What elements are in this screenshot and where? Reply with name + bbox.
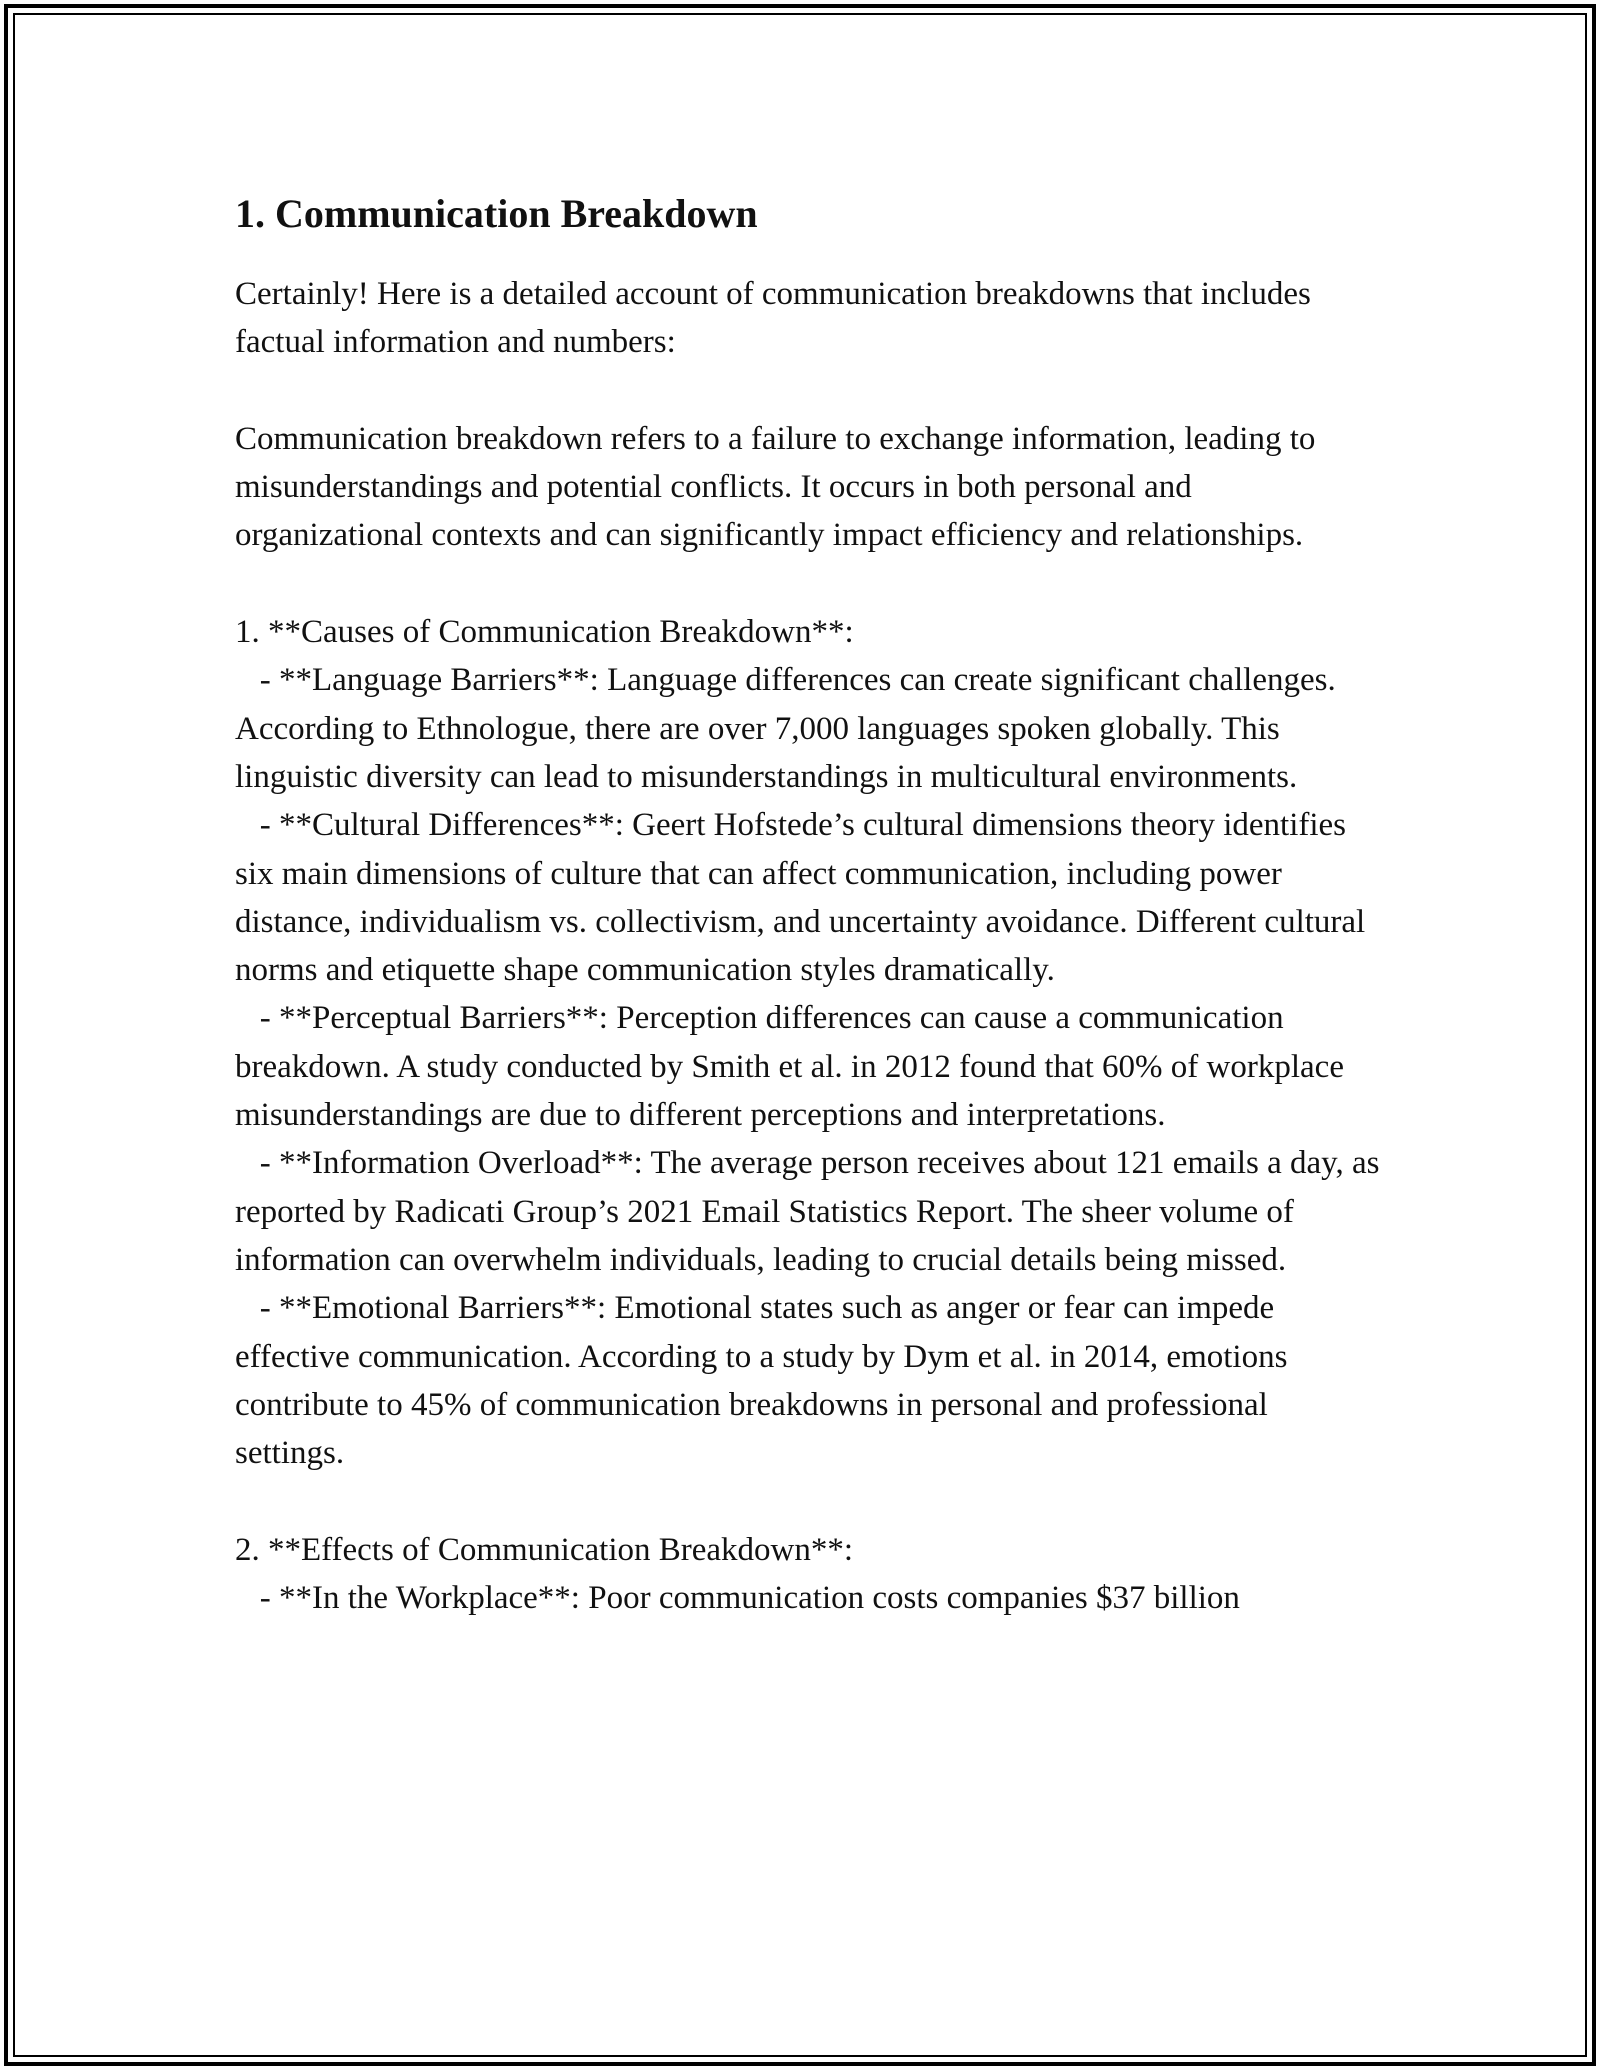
paragraph-spacer [235, 1477, 1385, 1525]
cause-label: **Perceptual Barriers**: [279, 1000, 608, 1037]
cause-cultural-differences: - **Cultural Differences**: Geert Hofstede’s cultural dimensions theory identifies six main dimensions of culture that can affect communication, including power distance, individualism vs. collectivism, and uncertainty avoidance. Different cultural norms and etiquette shape communication styles dramatically. [235, 807, 1366, 989]
cause-text: Language differences can create significant challenges. According to Ethnologue, there are over 7,000 languages spoken globally. This linguistic diversity can lead to misunderstandings in multicultural environments. [235, 662, 1336, 795]
cause-label: **Emotional Barriers**: [279, 1290, 607, 1327]
document-body [235, 186, 1385, 1622]
cause-label: **Language Barriers**: [279, 662, 599, 699]
cause-text: Perception differences can cause a communication breakdown. A study conducted by Smith et al. in 2012 found that 60% of workplace misunderstandings are due to different perceptions and interpretations. [235, 1000, 1344, 1134]
effect-label: **In the Workplace**: [279, 1580, 580, 1617]
paragraph-spacer [235, 367, 1385, 415]
effects-heading: 2. **Effects of Communication Breakdown**: [235, 1531, 854, 1568]
cause-perceptual-barriers: - **Perceptual Barriers**: Perception differences can cause a communication breakdown. A study conducted by Smith et al. in 2012 found that 60% of workplace misunderstandings are due to different perceptions and interpretations. [235, 1000, 1344, 1134]
definition-paragraph: Communication breakdown refers to a failure to exchange information, leading to misunderstandings and potential conflicts. It occurs in both personal and organizational contexts and can significantly impact efficiency and relationships. [235, 420, 1316, 554]
cause-label: **Information Overload**: [279, 1145, 643, 1182]
cause-emotional-barriers: - **Emotional Barriers**: Emotional states such as anger or fear can impede effective communication. According to a study by Dym et al. in 2014, emotions contribute to 45% of communication breakdowns in personal and professional settings. [235, 1290, 1288, 1472]
cause-text: The average person receives about 121 emails a day, as reported by Radicati Group’s 2021 Email Statistics Report. The sheer volume of information can overwhelm individuals, leading to crucial details being missed. [235, 1145, 1380, 1278]
cause-label: **Cultural Differences**: [279, 807, 624, 844]
effect-text: Poor communication costs companies $37 billion [579, 1580, 1240, 1617]
cause-language-barriers: - **Language Barriers**: Language differences can create significant challenges. According to Ethnologue, there are over 7,000 languages spoken globally. This linguistic diversity can lead to misunderstandings in multicultural environments. [235, 662, 1336, 795]
cause-information-overload: - **Information Overload**: The average person receives about 121 emails a day, as reported by Radicati Group’s 2021 Email Statistics Report. The sheer volume of information can overwhelm individuals, leading to crucial details being missed. [235, 1145, 1380, 1278]
effect-workplace: - **In the Workplace**: Poor communication costs companies $37 billion [235, 1580, 1240, 1617]
causes-heading: 1. **Causes of Communication Breakdown**: [235, 614, 854, 651]
intro-paragraph: Certainly! Here is a detailed account of communication breakdowns that includes factual information and numbers: [235, 276, 1311, 361]
document-title: 1. Communication Breakdown [235, 191, 758, 236]
cause-text: Geert Hofstede’s cultural dimensions theory identifies six main dimensions of culture that can affect communication, including power distance, individualism vs. collectivism, and uncertainty avoidance. Different cultural norms and etiquette shape communication styles dramatically. [235, 807, 1366, 989]
paragraph-spacer [235, 560, 1385, 608]
cause-text: Emotional states such as anger or fear can impede effective communication. According to a study by Dym et al. in 2014, emotions contribute to 45% of communication breakdowns in personal and professional settings. [235, 1290, 1288, 1472]
